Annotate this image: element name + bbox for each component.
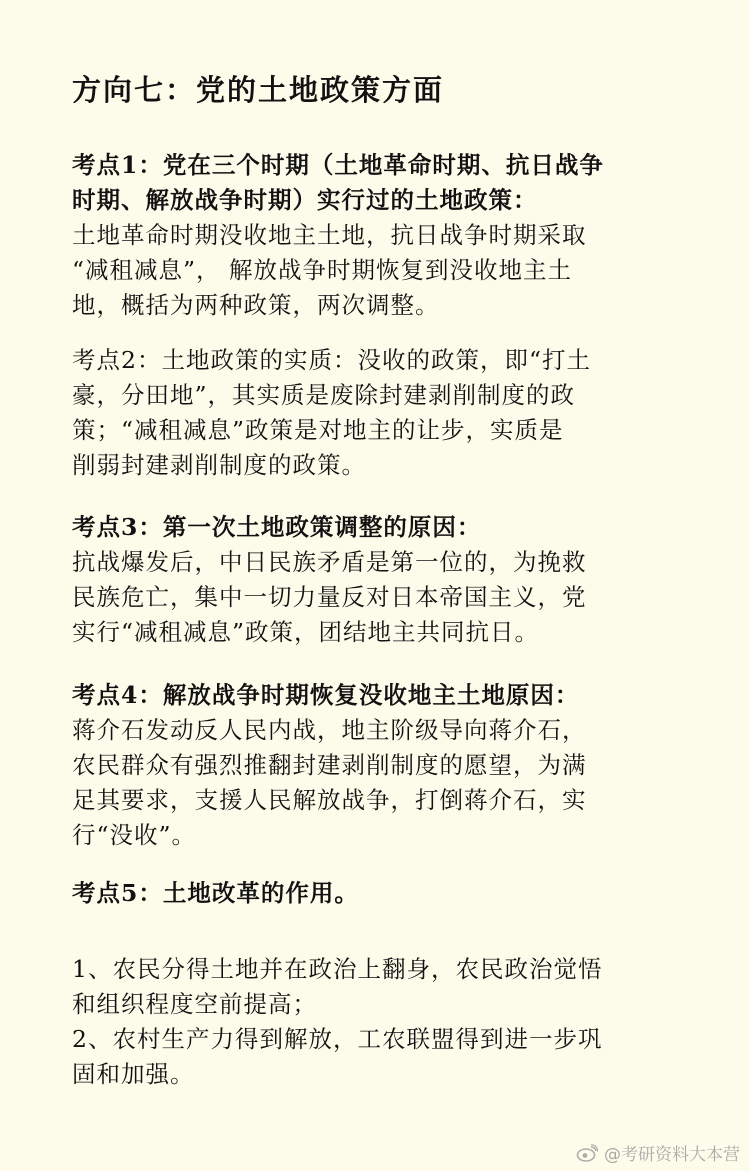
watermark-text: @考研资料大本营 [604, 1145, 740, 1165]
section-body-line: 考点2：土地政策的实质：没收的政策，即“打土 [72, 346, 591, 374]
section-kaodian-5-list [72, 952, 682, 1092]
section-kaodian-5 [72, 876, 682, 911]
section-body-line: 足其要求，支援人民解放战争，打倒蒋介石，实 [72, 786, 587, 814]
section-kaodian-1 [72, 148, 682, 323]
list-item-line: 固和加强。 [72, 1060, 195, 1088]
section-kaodian-2 [72, 343, 682, 483]
section-body-line: 土地革命时期没收地主土地，抗日战争时期采取 [72, 221, 587, 249]
section-heading-line: 考点3：第一次土地政策调整的原因： [72, 513, 482, 541]
list-item-line: 和组织程度空前提高； [72, 990, 317, 1018]
section-kaodian-3 [72, 510, 682, 650]
section-body-line: 民族危亡，集中一切力量反对日本帝国主义，党 [72, 583, 587, 611]
watermark [576, 1140, 740, 1165]
list-item-line: 2、农村生产力得到解放，工农联盟得到进一步巩 [72, 1025, 603, 1053]
section-kaodian-4 [72, 678, 682, 853]
section-heading-line: 考点1：党在三个时期（土地革命时期、抗日战争 [72, 151, 604, 179]
list-item-line: 1、农民分得土地并在政治上翻身，农民政治觉悟 [72, 955, 603, 983]
section-body-line: 农民群众有强烈推翻封建剥削制度的愿望，为满 [72, 751, 587, 779]
section-body-line: 行“没收”。 [72, 821, 197, 849]
weibo-icon [576, 1144, 598, 1162]
section-body-line: 抗战爆发后，中日民族矛盾是第一位的，为挽救 [72, 548, 587, 576]
section-body-line: 蒋介石发动反人民内战，地主阶级导向蒋介石， [72, 716, 587, 744]
section-body-line: 豪，分田地”，其实质是废除封建剥削制度的政 [72, 381, 576, 409]
section-body-line: 实行“减租减息”政策，团结地主共同抗日。 [72, 618, 540, 646]
section-body-line: 策；“减租减息”政策是对地主的让步，实质是 [72, 416, 564, 444]
section-heading-line: 时期、解放战争时期）实行过的土地政策： [72, 186, 538, 214]
page-title: 方向七：党的土地政策方面 [72, 73, 445, 107]
section-body-line: 地，概括为两种政策，两次调整。 [72, 291, 440, 319]
section-body-line: 削弱封建剥削制度的政策。 [72, 451, 366, 479]
section-heading-line: 考点4：解放战争时期恢复没收地主土地原因： [72, 681, 580, 709]
section-body-line: “减租减息”， 解放战争时期恢复到没收地主土 [72, 256, 572, 284]
section-heading-line: 考点5：土地改革的作用。 [72, 879, 359, 907]
